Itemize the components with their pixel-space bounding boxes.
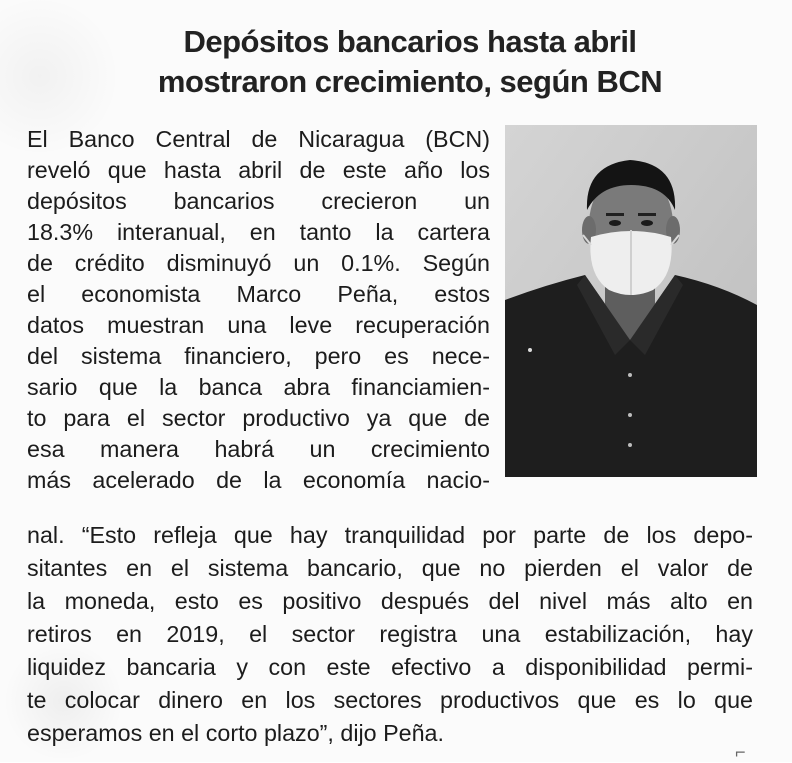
body-line: esa manera habrá un crecimiento bbox=[27, 436, 490, 462]
article-headline bbox=[60, 22, 760, 102]
economist-portrait-photo bbox=[505, 125, 757, 477]
body-line: 18.3% interanual, en tanto la cartera bbox=[27, 219, 490, 245]
body-line: te colocar dinero en los sectores productivos que es lo que bbox=[27, 687, 753, 713]
page-corner-mark-icon: ⌐ bbox=[735, 742, 746, 762]
body-line: retiros en 2019, el sector registra una estabilización, hay bbox=[27, 621, 753, 647]
body-line: esperamos en el corto plazo”, dijo Peña. bbox=[27, 720, 444, 746]
body-line: nal. “Esto refleja que hay tranquilidad por parte de los depo- bbox=[27, 522, 753, 548]
body-line: to para el sector productivo ya que de bbox=[27, 405, 490, 431]
headline-line-2: mostraron crecimiento, según BCN bbox=[157, 64, 663, 99]
portrait-photo-icon bbox=[505, 125, 757, 477]
body-line: sitantes en el sistema bancario, que no pierden el valor de bbox=[27, 555, 753, 581]
body-line: sario que la banca abra financiamien- bbox=[27, 374, 490, 400]
body-line: depósitos bancarios crecieron un bbox=[27, 188, 490, 214]
body-line: liquidez bancaria y con este efectivo a disponibilidad permi- bbox=[27, 654, 753, 680]
headline-line-1: Depósitos bancarios hasta abril bbox=[183, 24, 637, 59]
body-line: el economista Marco Peña, estos bbox=[27, 281, 490, 307]
body-line: del sistema financiero, pero es nece- bbox=[27, 343, 490, 369]
body-line: de crédito disminuyó un 0.1%. Según bbox=[27, 250, 490, 276]
body-line: datos muestran una leve recuperación bbox=[27, 312, 490, 338]
body-line: El Banco Central de Nicaragua (BCN) bbox=[27, 126, 490, 152]
body-line: la moneda, esto es positivo después del nivel más alto en bbox=[27, 588, 753, 614]
body-line: más acelerado de la economía nacio- bbox=[27, 467, 490, 493]
body-line: reveló que hasta abril de este año los bbox=[27, 157, 490, 183]
